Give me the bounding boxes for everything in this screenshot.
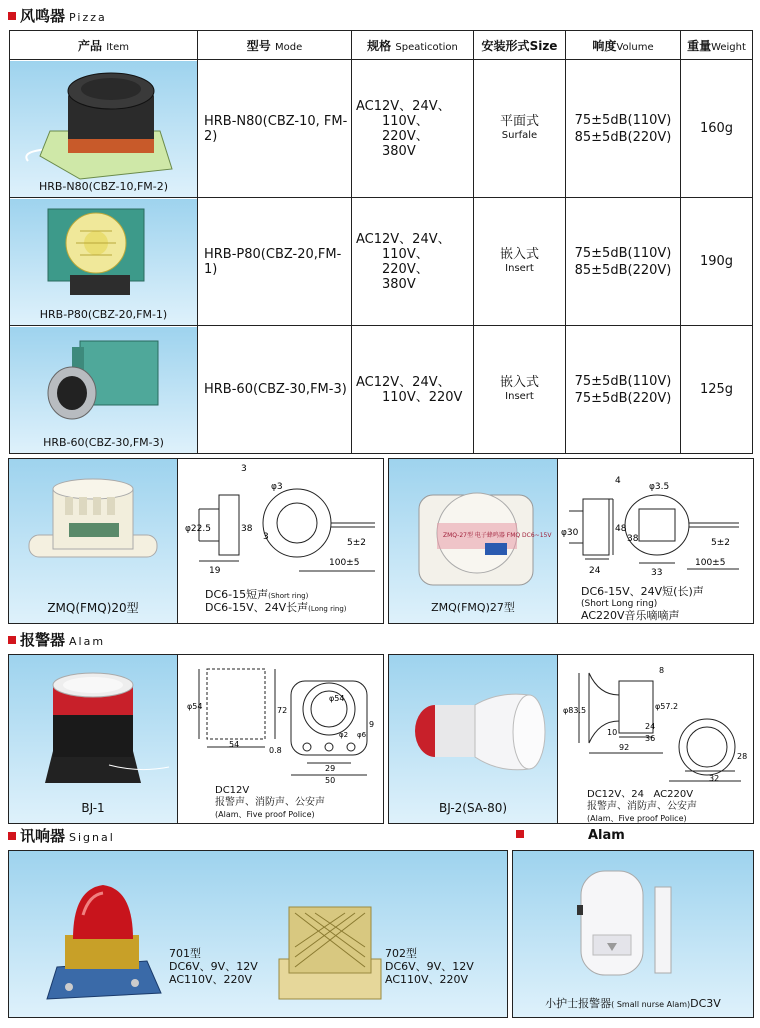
svg-text:φ30: φ30 [561, 528, 579, 538]
header-volume: 响度Volume [566, 31, 681, 60]
buzzer-hrb60-image [10, 327, 196, 437]
svg-text:8: 8 [659, 666, 665, 675]
header-model: 型号 Mode [198, 31, 352, 60]
buzzer-p80-image [10, 199, 196, 309]
section-title-alam2 [516, 826, 625, 846]
svg-text:36: 36 [645, 734, 656, 743]
bj1-notes: DC12V 报警声、消防声、公安声 (Alam、Five proof Police) [215, 785, 325, 819]
spec-table [9, 30, 753, 454]
signal-701-image [39, 875, 169, 1005]
section-title-cn: 报警器 [20, 631, 66, 649]
svg-text:38: 38 [241, 524, 253, 534]
signal-701-notes: 701型 DC6V、9V、12V AC110V、220V [169, 947, 258, 986]
table-row [10, 60, 753, 198]
svg-text:φ83.5: φ83.5 [563, 706, 587, 715]
section-title-alam [8, 630, 105, 650]
weight-cell: 190g [681, 198, 753, 326]
svg-text:24: 24 [589, 566, 601, 576]
table-row [10, 326, 753, 454]
section-title-en: Pizza [69, 11, 107, 24]
svg-text:48: 48 [615, 524, 627, 534]
bj2-panel [388, 654, 754, 824]
zmq20-caption: ZMQ(FMQ)20型 [47, 601, 139, 615]
model-cell: HRB-P80(CBZ-20,FM-1) [198, 198, 352, 326]
svg-text:φ6: φ6 [357, 731, 367, 739]
svg-text:0.8: 0.8 [269, 746, 282, 755]
svg-text:φ3.5: φ3.5 [649, 482, 670, 492]
nurse-alarm-panel [512, 850, 754, 1018]
header-spec: 规格 Speaticotion [352, 31, 474, 60]
zmq27-notes: DC6-15V、24V短(长)声 (Short Long ring) AC220V音乐嘀嘀声 [581, 585, 704, 622]
zmq27-panel [388, 458, 754, 624]
bj2-alarm-image [389, 655, 557, 795]
install-cell: 嵌入式 Insert [474, 326, 566, 454]
product-caption: HRB-60(CBZ-30,FM-3) [43, 435, 164, 449]
svg-text:19: 19 [209, 566, 221, 576]
install-cell: 平面式 Surfale [474, 60, 566, 198]
table-row [10, 198, 753, 326]
signal-panel [8, 850, 508, 1018]
zmq27-diagram [559, 459, 751, 583]
bj2-diagram [559, 655, 751, 785]
svg-text:33: 33 [651, 568, 663, 578]
spec-cell: AC12V、24V、 110V、220V、 380V [352, 60, 474, 198]
nurse-alarm-image [563, 865, 713, 985]
volume-cell: 75±5dB(110V) 85±5dB(220V) [566, 198, 681, 326]
zmq20-panel [8, 458, 384, 624]
zmq20-buzzer-image [9, 459, 177, 589]
svg-text:φ57.2: φ57.2 [655, 702, 679, 711]
product-caption: HRB-P80(CBZ-20,FM-1) [39, 307, 168, 321]
volume-cell: 75±5dB(110V) 85±5dB(220V) [566, 60, 681, 198]
product-caption: HRB-N80(CBZ-10,FM-2) [38, 179, 169, 193]
install-cell: 嵌入式 Insert [474, 198, 566, 326]
svg-text:φ2: φ2 [339, 731, 349, 739]
svg-text:5±2: 5±2 [711, 538, 730, 548]
signal-702-image [275, 903, 385, 1003]
svg-text:24: 24 [645, 722, 656, 731]
svg-text:100±5: 100±5 [329, 558, 360, 568]
volume-cell: 75±5dB(110V) 75±5dB(220V) [566, 326, 681, 454]
svg-text:φ3: φ3 [271, 482, 283, 492]
section-title-en: Alam [69, 635, 106, 648]
zmq27-caption: ZMQ(FMQ)27型 [431, 601, 515, 614]
section-title-en: Alam [588, 828, 625, 843]
svg-text:29: 29 [325, 764, 336, 773]
section-bullet [516, 830, 524, 838]
section-title-pizza [8, 6, 107, 26]
zmq27-photo [389, 459, 558, 623]
bj2-caption: BJ-2(SA-80) [438, 801, 508, 815]
header-weight: 重量Weight [681, 31, 753, 60]
zmq20-diagram [179, 459, 381, 584]
bj2-notes: DC12V、24 AC220V 报警声、消防声、公安声 (Alam、Five proof Police) [587, 789, 697, 823]
table-header-row [10, 31, 753, 60]
bj1-caption: BJ-1 [81, 801, 105, 815]
bj1-diagram [179, 655, 381, 783]
svg-text:3: 3 [263, 532, 269, 542]
product-image-cell [10, 198, 198, 326]
svg-text:φ54: φ54 [329, 694, 345, 703]
zmq27-buzzer-image [389, 459, 557, 591]
svg-text:54: 54 [229, 740, 240, 749]
zmq20-notes: DC6-15短声(Short ring) DC6-15V、24V长声(Long ring) [205, 588, 347, 614]
svg-text:10: 10 [607, 728, 618, 737]
svg-text:5±2: 5±2 [347, 538, 366, 548]
section-title-en: Signal [69, 831, 115, 844]
header-install: 安装形式Size [474, 31, 566, 60]
svg-text:9: 9 [369, 720, 375, 729]
svg-text:4: 4 [615, 476, 621, 486]
svg-text:38: 38 [627, 534, 639, 544]
section-bullet [8, 636, 16, 644]
zmq20-photo [9, 459, 178, 623]
svg-text:92: 92 [619, 743, 630, 752]
section-title-cn: 风鸣器 [20, 7, 66, 25]
svg-text:3: 3 [241, 464, 247, 474]
product-image-cell [10, 60, 198, 198]
nurse-alarm-caption: 小护士报警器( Small nurse Alam)DC3V [545, 997, 721, 1010]
bj2-photo [389, 655, 558, 823]
svg-text:φ54: φ54 [187, 702, 203, 711]
bj1-panel [8, 654, 384, 824]
header-item: 产品 Item [10, 31, 198, 60]
svg-text:72: 72 [277, 706, 288, 715]
bj1-alarm-image [9, 655, 177, 795]
product-image-cell [10, 326, 198, 454]
section-bullet [8, 832, 16, 840]
svg-text:100±5: 100±5 [695, 558, 726, 568]
spec-cell: AC12V、24V、 110V、220V、 380V [352, 198, 474, 326]
svg-text:50: 50 [325, 776, 336, 783]
model-cell: HRB-N80(CBZ-10, FM-2) [198, 60, 352, 198]
section-bullet [8, 12, 16, 20]
model-cell: HRB-60(CBZ-30,FM-3) [198, 326, 352, 454]
svg-text:28: 28 [737, 752, 748, 761]
spec-cell: AC12V、24V、 110V、220V [352, 326, 474, 454]
svg-text:φ22.5: φ22.5 [185, 524, 211, 534]
weight-cell: 160g [681, 60, 753, 198]
svg-text:ZMQ-27型 电子蜂鸣器 FMQ DC6~15V: ZMQ-27型 电子蜂鸣器 FMQ DC6~15V [443, 532, 552, 539]
section-title-cn: 讯响器 [20, 827, 66, 845]
svg-text:32: 32 [709, 774, 720, 783]
weight-cell: 125g [681, 326, 753, 454]
signal-702-notes: 702型 DC6V、9V、12V AC110V、220V [385, 947, 474, 986]
bj1-photo [9, 655, 178, 823]
section-title-signal [8, 826, 115, 846]
buzzer-n80-image [10, 61, 196, 181]
